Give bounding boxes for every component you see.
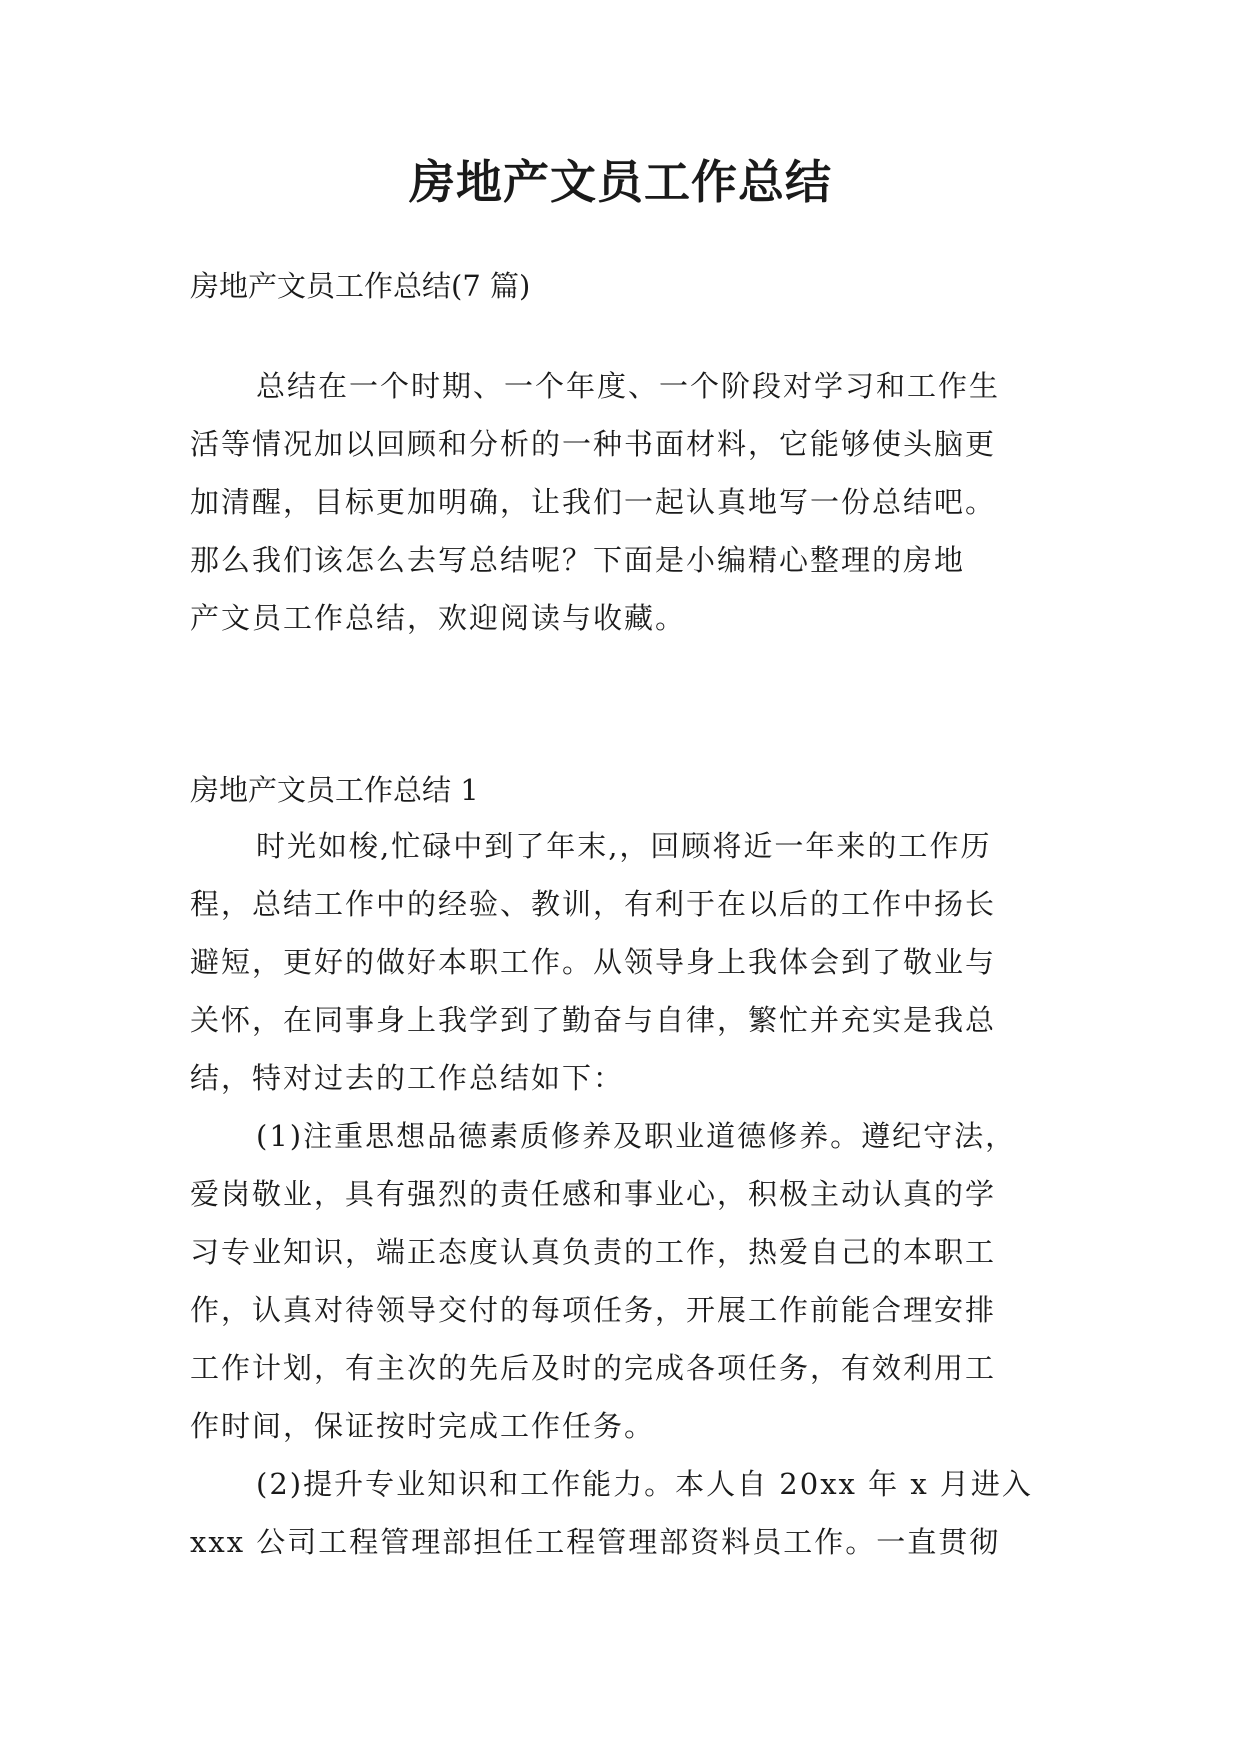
paragraph-line: 时光如梭,忙碌中到了年末,，回顾将近一年来的工作历 bbox=[256, 829, 992, 863]
intro-line: 产文员工作总结，欢迎阅读与收藏。 bbox=[190, 601, 687, 635]
paragraph-line: 关怀，在同事身上我学到了勤奋与自律，繁忙并充实是我总 bbox=[190, 1003, 997, 1037]
intro-line: 活等情况加以回顾和分析的一种书面材料，它能够使头脑更 bbox=[190, 427, 997, 461]
paragraph-line: 作时间，保证按时完成工作任务。 bbox=[190, 1409, 656, 1443]
paragraph-line: 程，总结工作中的经验、教训，有利于在以后的工作中扬长 bbox=[190, 887, 997, 921]
paragraph-line: 作，认真对待领导交付的每项任务，开展工作前能合理安排 bbox=[190, 1293, 997, 1327]
paragraph-3 bbox=[190, 1455, 1080, 1571]
paragraph-line: 结，特对过去的工作总结如下： bbox=[190, 1061, 625, 1095]
paragraph-line: 避短，更好的做好本职工作。从领导身上我体会到了敬业与 bbox=[190, 945, 997, 979]
document-title: 房地产文员工作总结 bbox=[409, 155, 832, 209]
paragraph-1 bbox=[190, 817, 1080, 1107]
paragraph-line: 工作计划，有主次的先后及时的完成各项任务，有效利用工 bbox=[190, 1351, 997, 1385]
paragraph-line: (1)注重思想品德素质修养及职业道德修养。遵纪守法， bbox=[256, 1119, 1017, 1153]
paragraph-line: 习专业知识，端正态度认真负责的工作，热爱自己的本职工 bbox=[190, 1235, 997, 1269]
intro-line: 那么我们该怎么去写总结呢？下面是小编精心整理的房地 bbox=[190, 543, 966, 577]
section-heading: 房地产文员工作总结 1 bbox=[190, 773, 479, 807]
intro-line: 总结在一个时期、一个年度、一个阶段对学习和工作生 bbox=[256, 369, 1001, 403]
paragraph-2 bbox=[190, 1107, 1080, 1455]
intro-line: 加清醒，目标更加明确，让我们一起认真地写一份总结吧。 bbox=[190, 485, 997, 519]
intro-paragraph bbox=[190, 357, 1080, 647]
paragraph-line: xxx 公司工程管理部担任工程管理部资料员工作。一直贯彻 bbox=[190, 1525, 1001, 1559]
paragraph-line: 爱岗敬业，具有强烈的责任感和事业心，积极主动认真的学 bbox=[190, 1177, 997, 1211]
document-subtitle: 房地产文员工作总结(7 篇) bbox=[190, 269, 531, 303]
paragraph-line: (2)提升专业知识和工作能力。本人自 20xx 年 x 月进入 bbox=[256, 1467, 1033, 1501]
